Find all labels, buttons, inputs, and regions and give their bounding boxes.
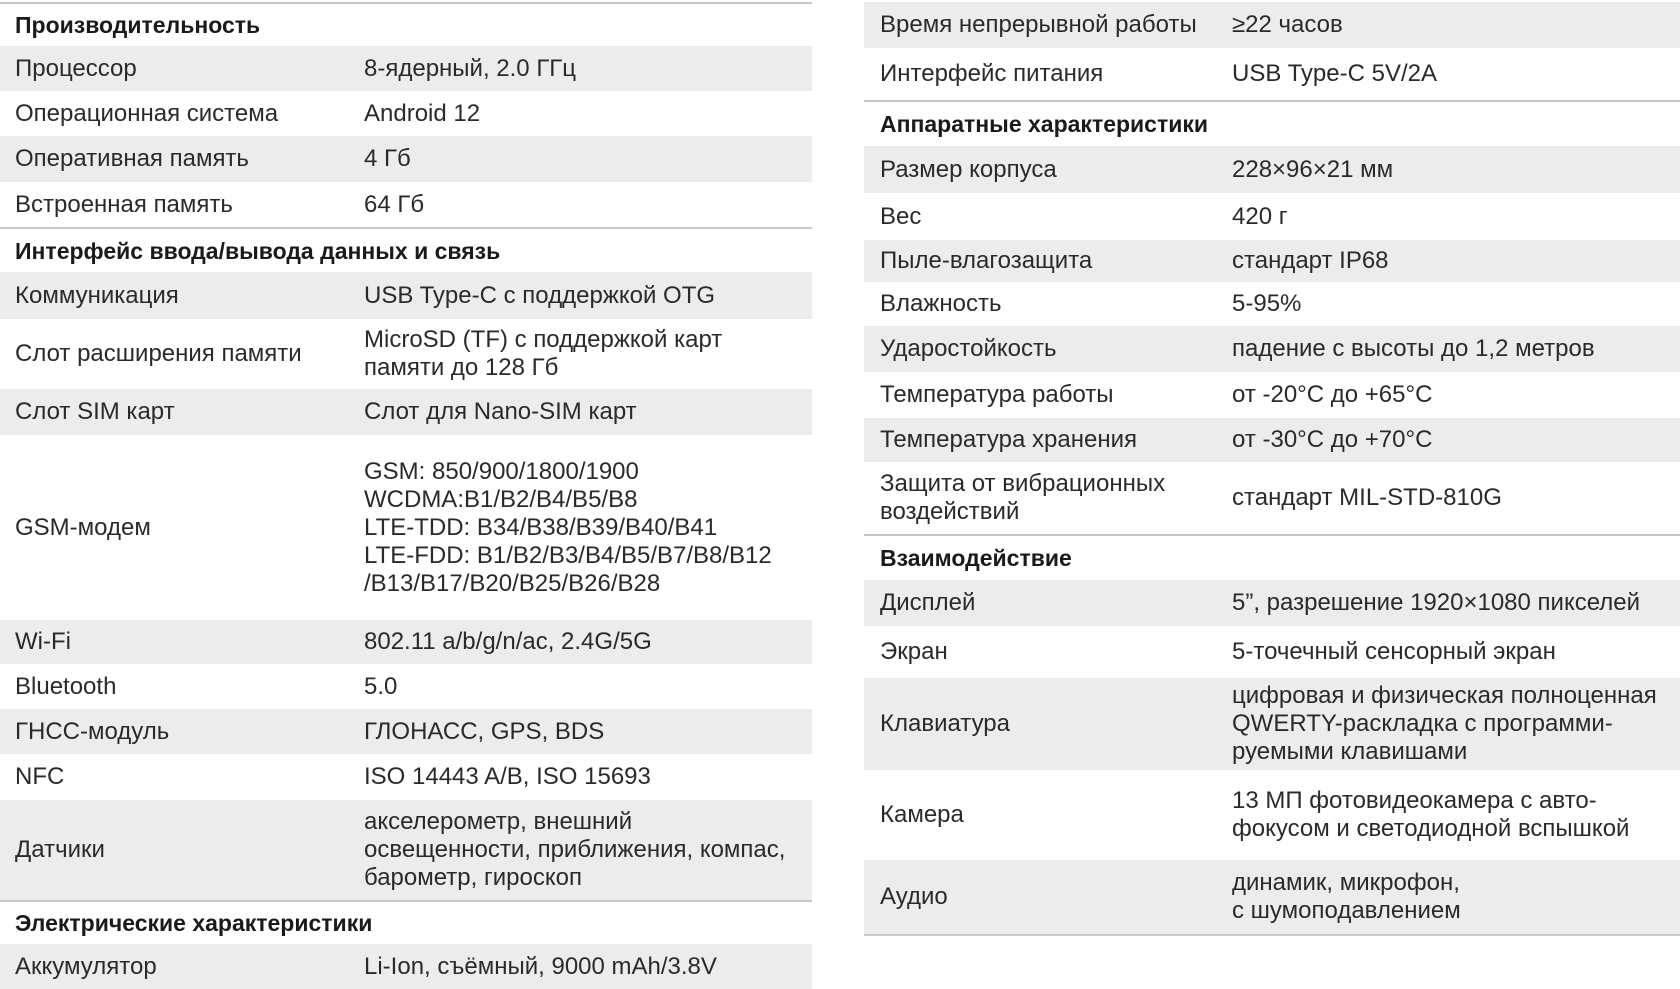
section-header [0, 900, 812, 944]
spec-value: 5-точечный сенсорный экран [1232, 638, 1556, 665]
spec-value: акселерометр, внешний освещенности, приближения, компас, барометр, гироскоп [364, 808, 786, 891]
spec-label: Защита от вибрационных воздействий [880, 470, 1166, 525]
spec-value: 228×96×21 мм [1232, 155, 1394, 183]
spec-label: Bluetooth [15, 672, 117, 700]
spec-row [864, 462, 1680, 534]
spec-label: Влажность [880, 290, 1002, 317]
spec-row [864, 193, 1680, 240]
spec-row [864, 860, 1680, 934]
spec-row [864, 770, 1680, 860]
spec-label: Аккумулятор [15, 952, 157, 980]
spec-row [0, 944, 812, 989]
spec-value: 802.11 a/b/g/n/ac, 2.4G/5G [364, 628, 652, 655]
spec-value: ГЛОНАСС, GPS, BDS [364, 717, 605, 745]
section-title: Производительность [15, 12, 261, 38]
spec-label: Камера [880, 801, 964, 828]
spec-value: 8-ядерный, 2.0 ГГц [364, 54, 577, 82]
spec-value: 5-95% [1232, 290, 1302, 317]
table-bottom-divider [864, 934, 1680, 936]
spec-label: Пыле-влагозащита [880, 247, 1093, 274]
spec-label: Wi-Fi [15, 628, 71, 655]
spec-label: Встроенная память [15, 190, 233, 218]
section-header [0, 2, 812, 46]
spec-row [0, 435, 812, 620]
spec-value: USB Type-C с поддержкой OTG [364, 281, 716, 309]
spec-value: 13 МП фотовидеокамера с авто- фокусом и светодиодной вспышкой [1232, 787, 1630, 842]
spec-value: 4 Гб [364, 145, 411, 172]
spec-value: MicroSD (TF) с поддержкой карт памяти до 128 Гб [364, 326, 723, 381]
spec-label: Вес [880, 202, 922, 230]
spec-value: стандарт MIL-STD-810G [1232, 484, 1502, 511]
spec-row [0, 754, 812, 800]
spec-label: Время непрерывной работы [880, 11, 1197, 38]
spec-label: Коммуникация [15, 281, 179, 309]
spec-value: GSM: 850/900/1800/1900 WCDMA:B1/B2/B4/B5/B8 LTE-TDD: B34/B38/B39/B40/B41 LTE-FDD: B1/B2/B3/B4/B5/B7/B8/B12 /B13/B17/B20/B25/B26/B28 [364, 457, 772, 597]
spec-value: падение с высоты до 1,2 метров [1232, 335, 1595, 362]
section-title: Электрические характеристики [15, 910, 373, 936]
spec-value: USB Type-C 5V/2A [1232, 60, 1437, 87]
spec-label: Слот SIM карт [15, 398, 175, 425]
section-title: Взаимодействие [880, 545, 1072, 571]
section-title: Аппаратные характеристики [880, 111, 1209, 137]
spec-value: 64 Гб [364, 190, 425, 218]
spec-value: 5”, разрешение 1920×1080 пикселей [1232, 589, 1641, 616]
spec-row [0, 389, 812, 435]
spec-label: Оперативная память [15, 145, 249, 172]
spec-value: Слот для Nano-SIM карт [364, 398, 637, 425]
spec-value: от -20°C до +65°C [1232, 381, 1433, 408]
spec-label: Операционная система [15, 99, 279, 127]
spec-label: Слот расширения памяти [15, 340, 302, 367]
spec-label: Клавиатура [880, 710, 1010, 737]
spec-row [0, 46, 812, 91]
spec-label: Температура работы [880, 381, 1114, 408]
spec-value: Li-Ion, съёмный, 9000 mAh/3.8V [364, 952, 717, 980]
spec-row [0, 136, 812, 182]
spec-value: от -30°C до +70°C [1232, 426, 1433, 453]
spec-row [864, 326, 1680, 372]
spec-row [0, 319, 812, 389]
spec-row [864, 626, 1680, 678]
spec-row [864, 418, 1680, 462]
spec-row [864, 282, 1680, 326]
spec-value: ≥22 часов [1232, 11, 1343, 38]
section-header [864, 534, 1680, 580]
spec-label: Ударостойкость [880, 335, 1057, 362]
spec-value: 5.0 [364, 672, 398, 700]
spec-row [0, 182, 812, 227]
spec-row [0, 620, 812, 664]
spec-row [864, 372, 1680, 418]
spec-label: GSM-модем [15, 513, 151, 541]
spec-label: Процессор [15, 54, 137, 82]
spec-label: NFC [15, 763, 65, 790]
spec-value: 420 г [1232, 202, 1288, 230]
spec-row [0, 709, 812, 754]
spec-row [864, 678, 1680, 770]
spec-label: Дисплей [880, 589, 976, 616]
section-header [864, 100, 1680, 146]
spec-value: Android 12 [364, 99, 481, 127]
section-title: Интерфейс ввода/вывода данных и связь [15, 237, 501, 264]
spec-label: ГНСС-модуль [15, 717, 170, 745]
spec-row [0, 91, 812, 136]
spec-row [0, 272, 812, 319]
spec-row [864, 2, 1680, 48]
spec-row [864, 146, 1680, 193]
section-header [0, 227, 812, 272]
spec-value: ISO 14443 A/B, ISO 15693 [364, 763, 651, 790]
spec-label: Экран [880, 638, 948, 665]
spec-value: стандарт IP68 [1232, 247, 1389, 274]
spec-label: Аудио [880, 883, 948, 910]
spec-value: цифровая и физическая полноценная QWERTY-раскладка с программи- руемыми клавишами [1232, 682, 1657, 765]
spec-row [864, 48, 1680, 100]
spec-label: Интерфейс питания [880, 60, 1104, 87]
spec-label: Датчики [15, 836, 105, 863]
spec-row [864, 240, 1680, 282]
spec-row [0, 800, 812, 900]
spec-row [0, 664, 812, 709]
spec-row [864, 580, 1680, 626]
spec-value: динамик, микрофон, с шумоподавлением [1232, 869, 1461, 924]
spec-label: Температура хранения [880, 426, 1137, 453]
spec-label: Размер корпуса [880, 155, 1057, 183]
